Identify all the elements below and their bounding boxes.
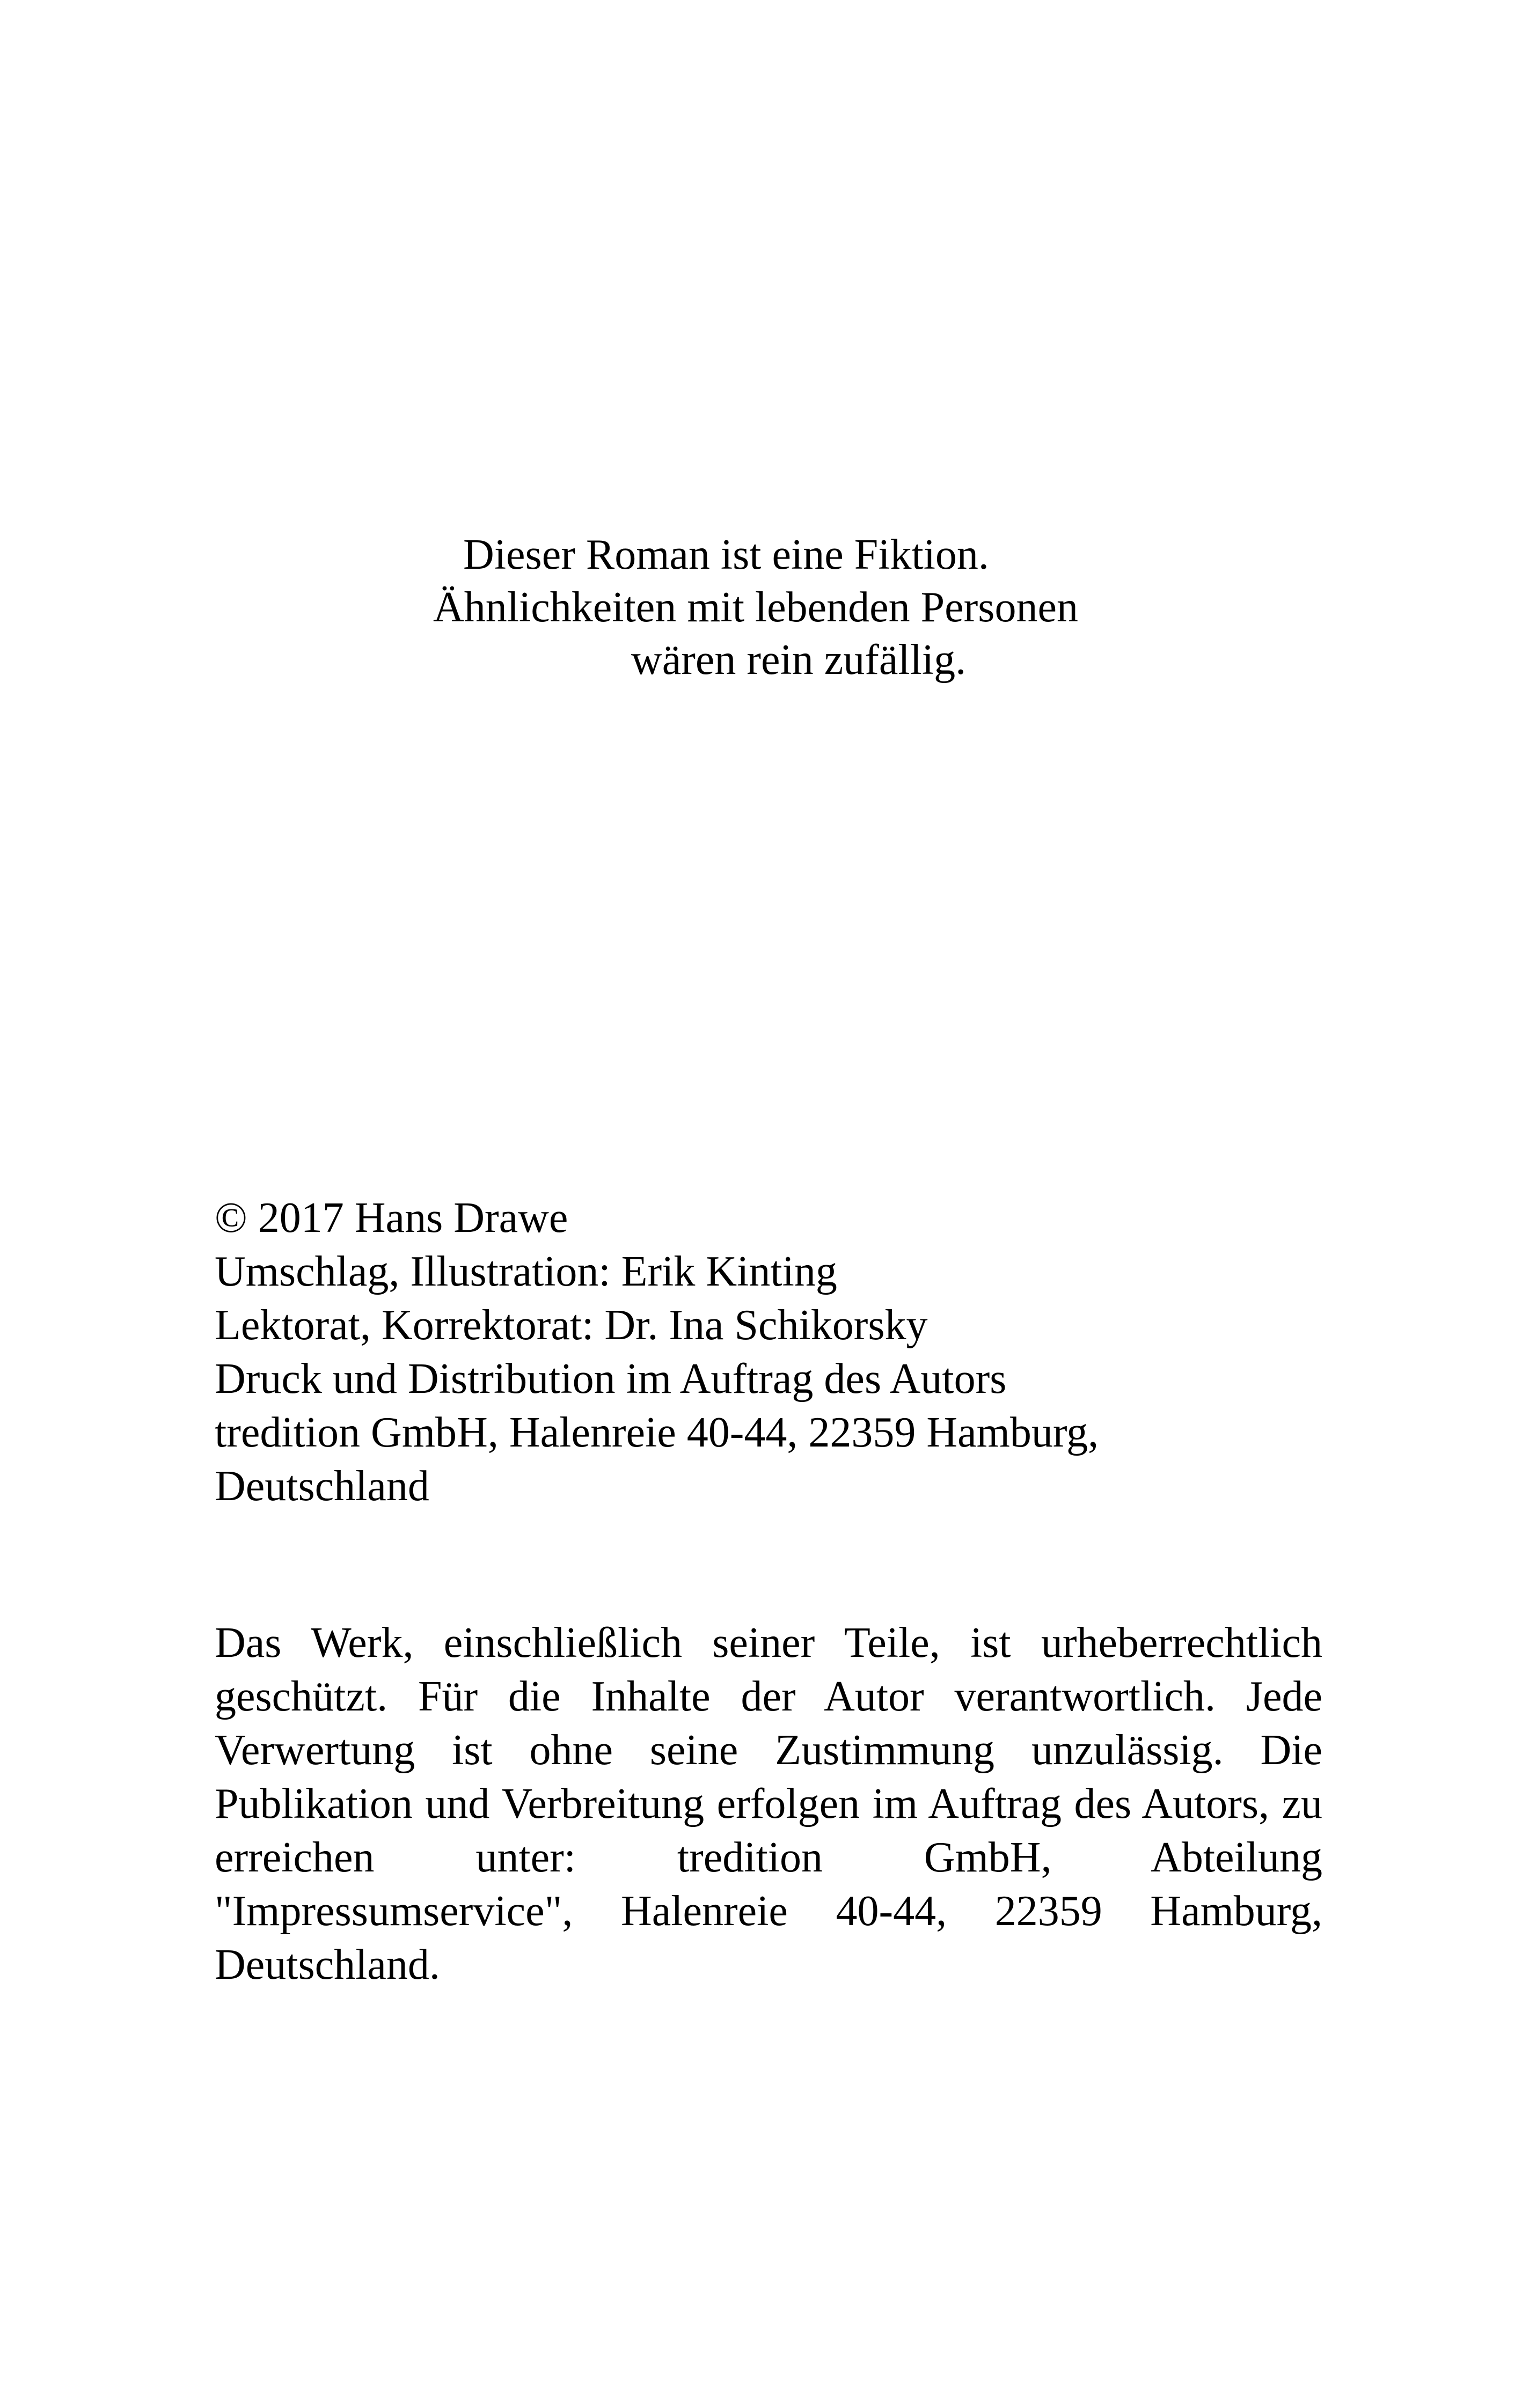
copyright-line: © 2017 Hans Drawe: [215, 1194, 568, 1242]
cover-credit: Umschlag, Illustration: Erik Kinting: [215, 1248, 837, 1295]
disclaimer-line-3: wären rein zufällig.: [631, 636, 967, 684]
publisher-address: tredition GmbH, Halenreie 40-44, 22359 Hamburg,: [215, 1409, 1099, 1456]
disclaimer-line-2: Ähnlichkeiten mit lebenden Personen: [433, 584, 1078, 631]
fiction-disclaimer: [0, 528, 1522, 686]
printing-credit: Druck und Distribution im Auftrag des Autors: [215, 1355, 1007, 1403]
imprint-block: [215, 1191, 1342, 1513]
publisher-country: Deutschland: [215, 1463, 429, 1510]
disclaimer-line-1: Dieser Roman ist eine Fiktion.: [463, 531, 989, 578]
editing-credit: Lektorat, Korrektorat: Dr. Ina Schikorsky: [215, 1302, 928, 1349]
rights-notice: Das Werk, einschließlich seiner Teile, ist urheberrechtlich geschützt. Für die Inhalte der Autor verantwortlich. Jede Verwertung ist ohne seine Zustimmung unzulässig. Die Publikation und Verbreitung erfolgen im Auftrag des Autors, zu erreichen unter: tredition GmbH, Abteilung "Impressumservice", Halenreie 40-44, 22359 Hamburg, Deutschland.: [215, 1619, 1322, 1988]
